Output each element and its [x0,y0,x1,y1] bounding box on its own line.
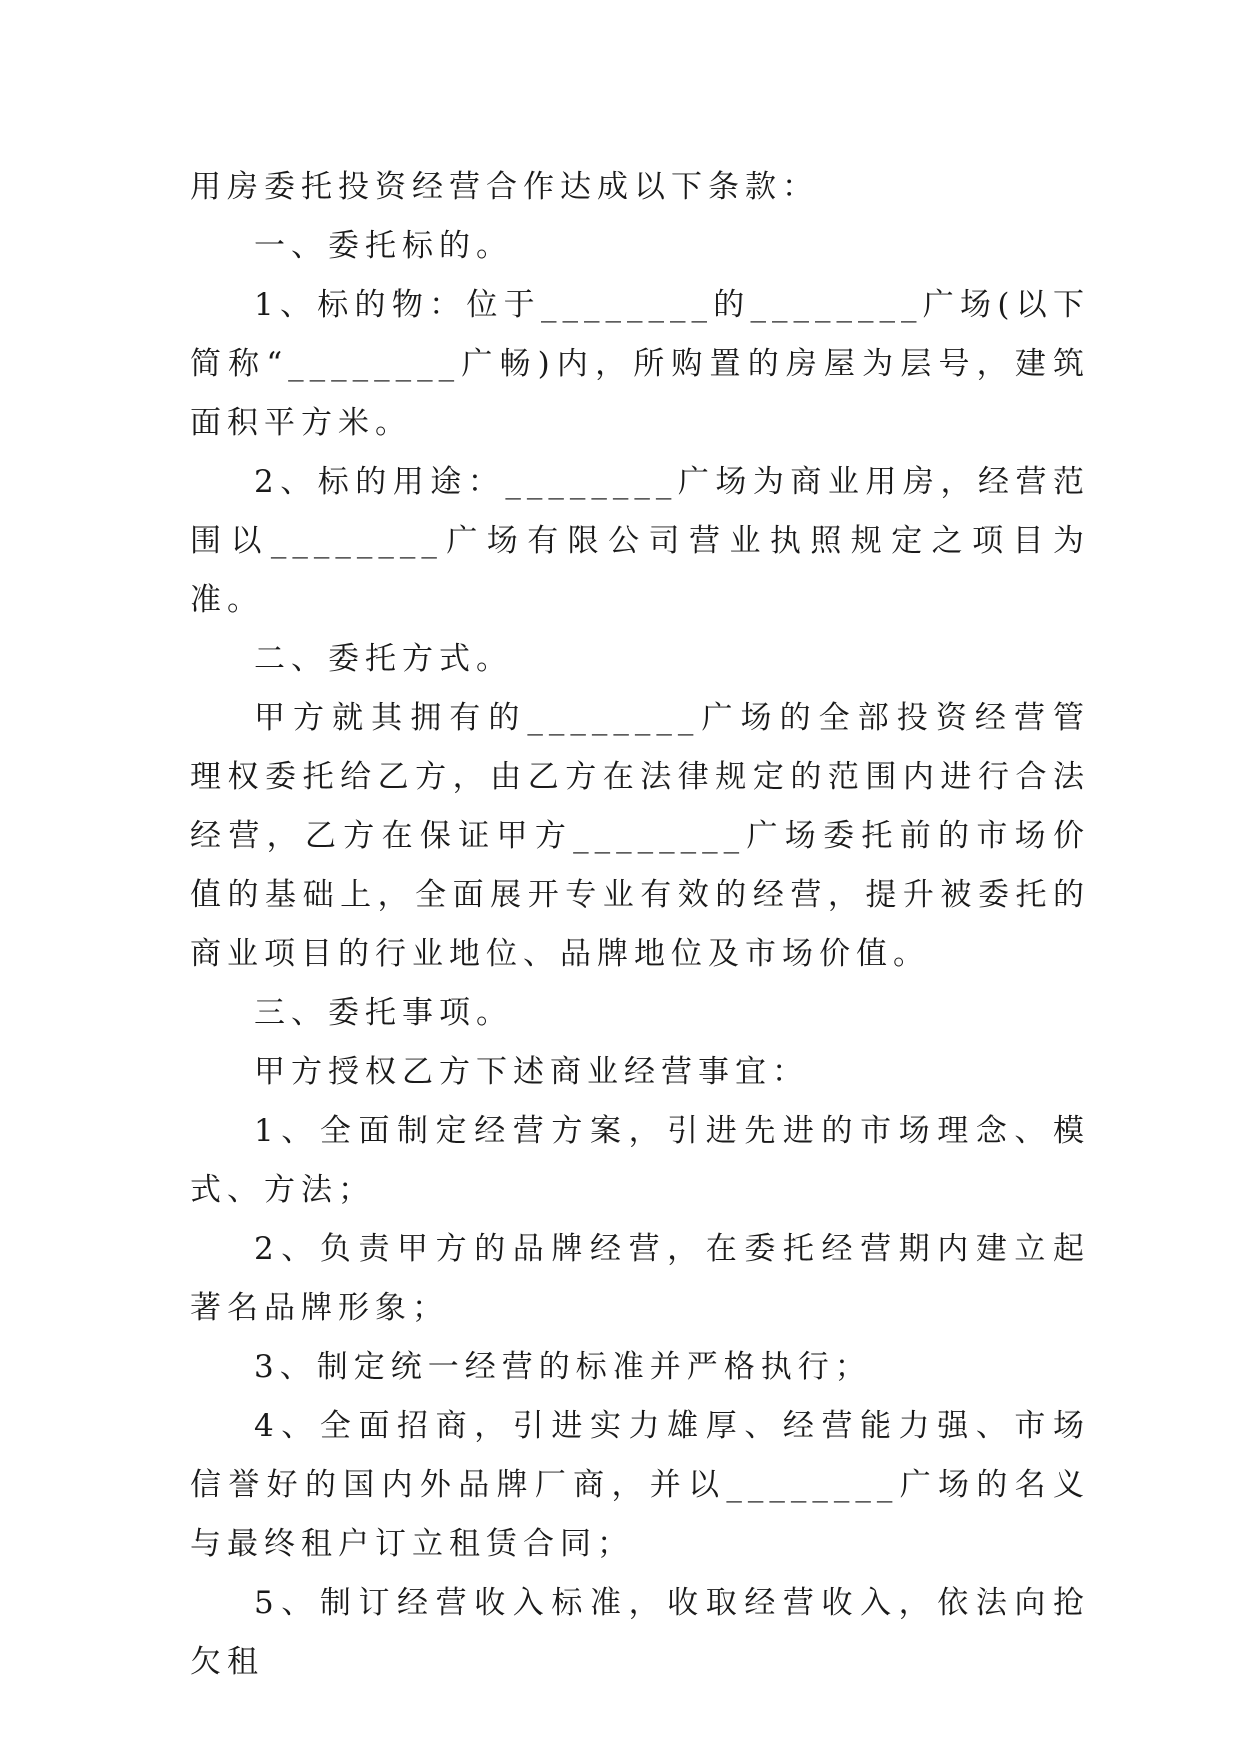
paragraph-intro: 用房委托投资经营合作达成以下条款： [190,169,819,205]
section-heading-1: 一、委托标的。 [254,228,513,264]
section-heading-2: 二、委托方式。 [254,641,513,677]
clause-3-4: 4、全面招商，引进实力雄厚、经营能力强、市场信誉好的国内外品牌厂商，并以________广场的名义与最终租户订立租赁合同； [190,1408,1090,1562]
clause-1-2: 2、标的用途：________广场为商业用房，经营范围以________广场有限公司营业执照规定之项目为准。 [190,464,1090,618]
clause-3-5: 5、制订经营收入标准，收取经营收入，依法向抢欠租 [190,1585,1090,1680]
paragraph-entrustment-method: 甲方就其拥有的________广场的全部投资经营管理权委托给乙方，由乙方在法律规定的范围内进行合法经营，乙方在保证甲方________广场委托前的市场价值的基础上，全面展开专业有效的经营，提升被委托的商业项目的行业地位、品牌地位及市场价值。 [190,700,1090,972]
clause-1-1: 1、标的物：位于________的________广场(以下简称“________广畅)内，所购置的房屋为层号，建筑面积平方米。 [190,287,1090,441]
clause-3-1: 1、全面制定经营方案，引进先进的市场理念、模式、方法； [190,1113,1090,1208]
clause-3-3: 3、制定统一经营的标准并严格执行； [254,1349,872,1385]
clause-3-2: 2、负责甲方的品牌经营，在委托经营期内建立起著名品牌形象； [190,1231,1090,1326]
document-body [190,158,1090,1692]
paragraph-authorization: 甲方授权乙方下述商业经营事宜： [254,1054,809,1090]
section-heading-3: 三、委托事项。 [254,995,513,1031]
